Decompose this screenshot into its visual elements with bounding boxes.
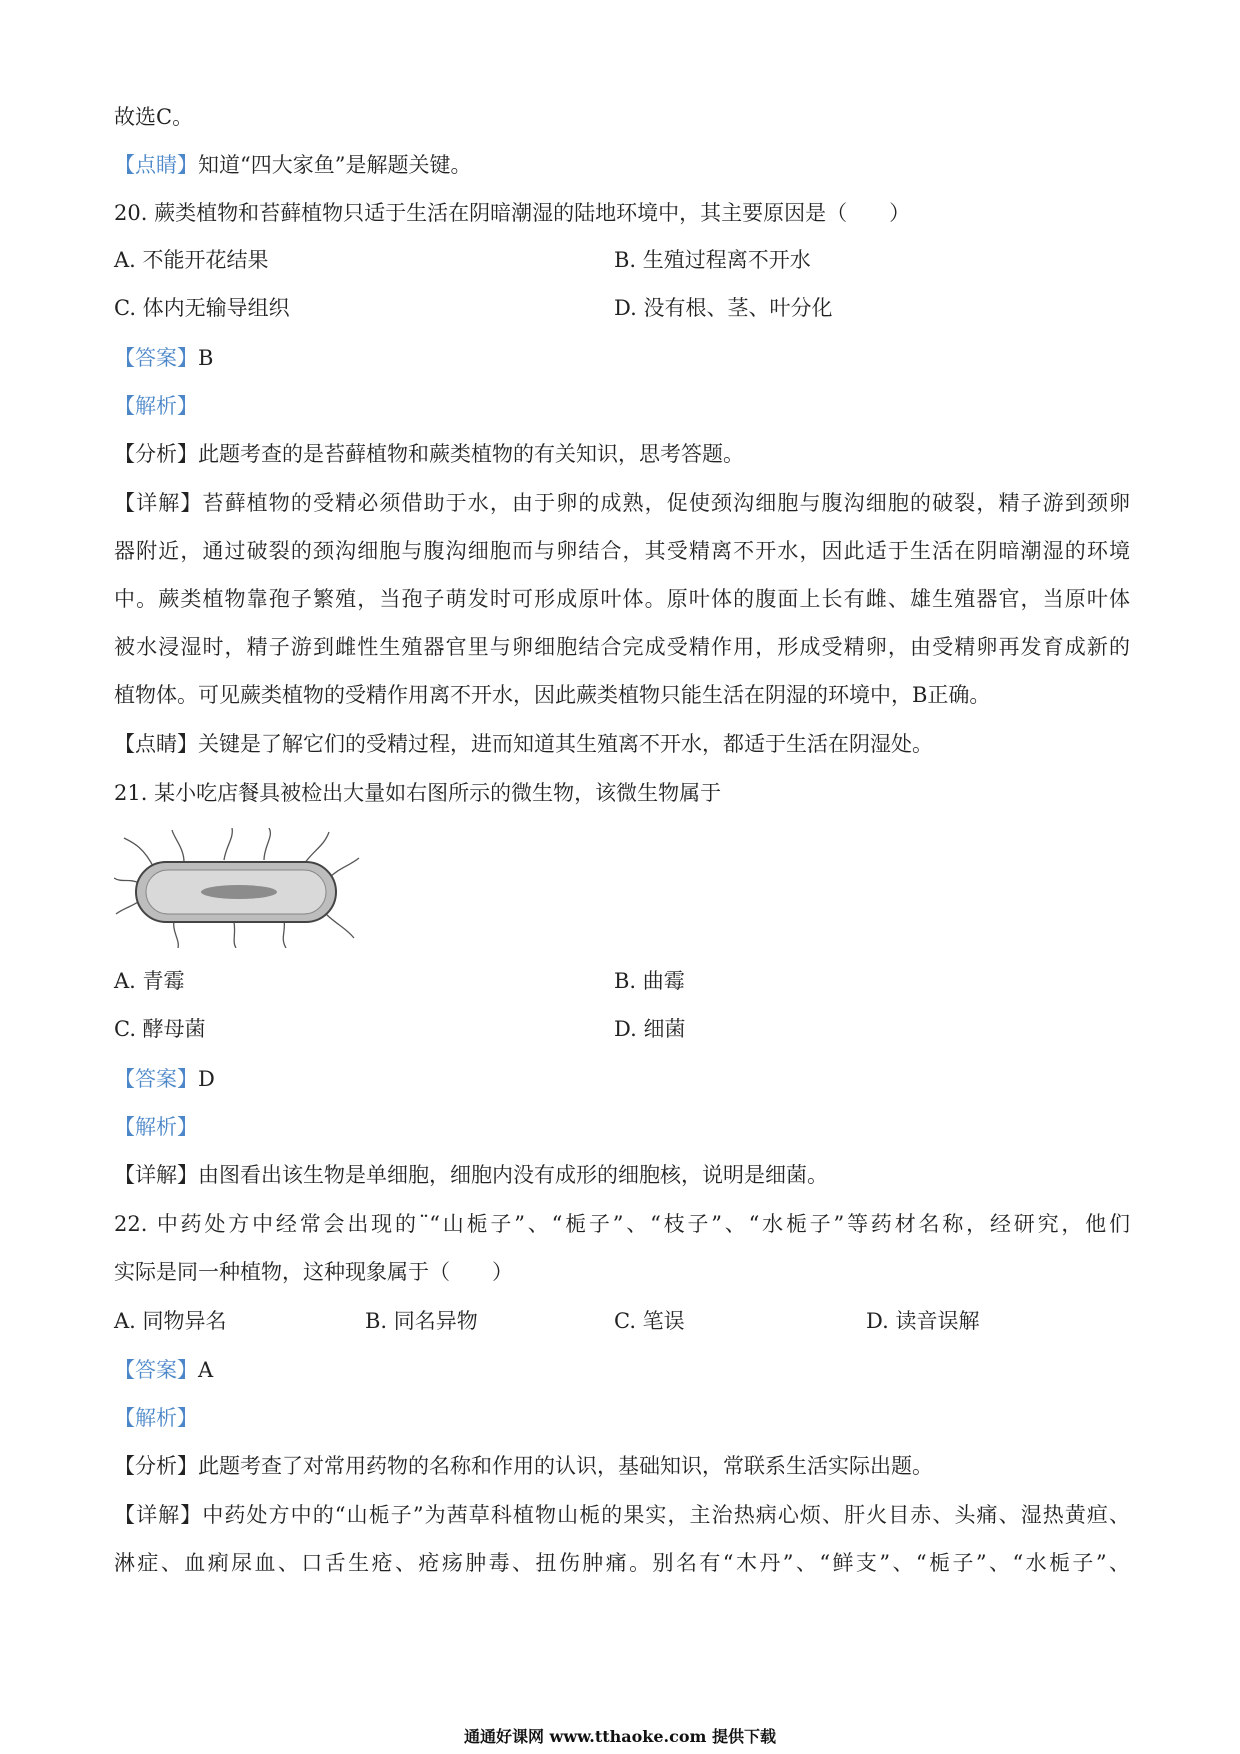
detail-line: 被水浸湿时，精子游到雌性生殖器官里与卵细胞结合完成受精作用，形成受精卵，由受精卵再发育成新的: [114, 635, 1130, 659]
detail-tag: 【详解】: [114, 1503, 203, 1527]
detail-line: 中。蕨类植物靠孢子繁殖，当孢子萌发时可形成原叶体。原叶体的腹面上长有雌、雄生殖器官，当原叶体: [114, 587, 1130, 611]
option-d: D. 细菌: [614, 1017, 686, 1041]
option-a: A. 青霉: [114, 969, 185, 993]
question-20: 20. 蕨类植物和苔藓植物只适于生活在阴暗潮湿的陆地环境中，其主要原因是（ ）: [114, 201, 911, 225]
text-line: 故选C。: [114, 105, 194, 129]
detail-line: 【详解】由图看出该生物是单细胞，细胞内没有成形的细胞核，说明是细菌。: [114, 1163, 828, 1187]
question-22: 22. 中药处方中经常会出现的¨“山栀子”、“栀子”、“枝子”、“水栀子”等药材名称，经研究，他们: [114, 1212, 1130, 1236]
answer-tag: 【答案】: [114, 1067, 198, 1091]
tip-tag: 【点睛】: [114, 732, 198, 756]
option-a: A. 不能开花结果: [114, 248, 269, 272]
analysis-tag: 【解析】: [114, 1115, 198, 1139]
option-c: C. 酵母菌: [114, 1017, 206, 1041]
option-c: C. 体内无输导组织: [114, 296, 290, 320]
detail-line: 【详解】苔藓植物的受精必须借助于水，由于卵的成熟，促使颈沟细胞与腹沟细胞的破裂，精子游到颈卵: [114, 491, 1131, 515]
answer-line: 【答案】D: [114, 1067, 215, 1091]
tip-line: 【点睛】关键是了解它们的受精过程，进而知道其生殖离不开水，都适于生活在阴湿处。: [114, 732, 933, 756]
fenxi-tag: 【分析】: [114, 442, 198, 466]
question-21: 21. 某小吃店餐具被检出大量如右图所示的微生物，该微生物属于: [114, 781, 722, 805]
detail-line: 淋症、血痢尿血、口舌生疮、疮疡肿毒、扭伤肿痛。别名有“木丹”、“鲜支”、“栀子”、“水栀子”、: [114, 1551, 1130, 1575]
tip-tag: 【点睛】: [114, 153, 198, 177]
answer-line: 【答案】A: [114, 1358, 214, 1382]
analysis-line: 【分析】此题考查了对常用药物的名称和作用的认识，基础知识，常联系生活实际出题。: [114, 1454, 933, 1478]
answer-tag: 【答案】: [114, 1358, 198, 1382]
detail-tag: 【详解】: [114, 491, 203, 515]
fenxi-tag: 【分析】: [114, 1454, 198, 1478]
option-a: A. 同物异名: [114, 1309, 227, 1333]
footer-watermark: 通通好课网 www.tthaoke.com 提供下载: [463, 1727, 777, 1746]
analysis-tag-line: [114, 391, 198, 421]
option-c: C. 笔误: [614, 1309, 685, 1333]
answer-line: 【答案】B: [114, 346, 214, 370]
option-b: B. 生殖过程离不开水: [614, 248, 811, 272]
detail-line: 器附近，通过破裂的颈沟细胞与腹沟细胞而与卵结合，其受精离不开水，因此适于生活在阴暗潮湿的环境: [114, 539, 1130, 563]
detail-line: 植物体。可见蕨类植物的受精作用离不开水，因此蕨类植物只能生活在阴湿的环境中，B正确。: [114, 683, 991, 707]
analysis-tag-line: [114, 1403, 198, 1433]
option-b: B. 同名异物: [365, 1309, 478, 1333]
option-d: D. 没有根、茎、叶分化: [614, 296, 833, 320]
detail-tag: 【详解】: [114, 1163, 198, 1187]
bacterium-illustration: [114, 828, 364, 948]
answer-tag: 【答案】: [114, 346, 198, 370]
tip-line: 【点睛】知道“四大家鱼”是解题关键。: [114, 153, 472, 177]
option-b: B. 曲霉: [614, 969, 685, 993]
analysis-tag-line: [114, 1112, 198, 1142]
option-d: D. 读音误解: [866, 1309, 980, 1333]
question-22-cont: 实际是同一种植物，这种现象属于（ ）: [114, 1260, 513, 1284]
analysis-tag: 【解析】: [114, 1406, 198, 1430]
analysis-tag: 【解析】: [114, 394, 198, 418]
analysis-line: 【分析】此题考查的是苔藓植物和蕨类植物的有关知识，思考答题。: [114, 442, 744, 466]
detail-line: 【详解】中药处方中的“山栀子”为茜草科植物山栀的果实，主治热病心烦、肝火目赤、头痛、湿热黄疸、: [114, 1503, 1131, 1527]
